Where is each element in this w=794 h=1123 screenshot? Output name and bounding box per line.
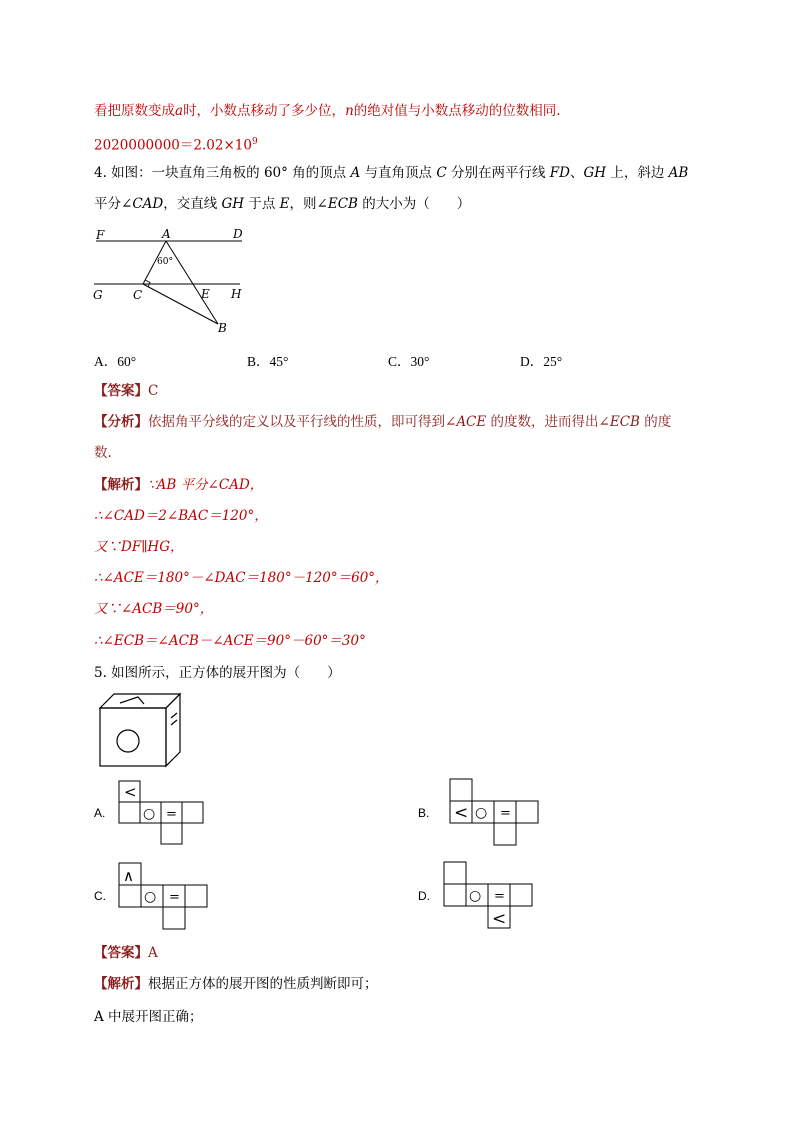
- q4-solution-line-6: ∴∠ECB＝∠ACB－∠ACE＝90°－60°＝30°: [94, 633, 366, 649]
- intro-line: [94, 101, 561, 121]
- net-b-circle: ○: [475, 805, 488, 821]
- cube-right-face: [166, 694, 180, 766]
- analysis-text: 的度: [639, 414, 672, 430]
- cube-figure: [98, 692, 184, 768]
- intro-text-2: 时，小数点移动了多少位，: [183, 103, 346, 119]
- q4-solution-line-3: 又∵DF∥HG，: [94, 539, 184, 555]
- solution-text: 根据正方体的展开图的性质判断即可；: [148, 976, 378, 992]
- sci-base: 2020000000＝2.02×10: [94, 137, 252, 154]
- label-g: G: [93, 288, 103, 302]
- q4-answer: [94, 381, 158, 401]
- q4-text: ，交直线: [163, 196, 222, 212]
- cube-side-line-1: [171, 713, 177, 718]
- q4-text: 与直角顶点: [360, 165, 437, 181]
- analysis-var: ECB: [609, 414, 640, 430]
- q5-answer: [94, 943, 158, 963]
- net-b-side-symbol: <: [454, 803, 469, 823]
- option-a-label: A.: [94, 806, 106, 820]
- net-a-square: [182, 802, 203, 823]
- q4-text: ，则∠: [289, 196, 328, 212]
- net-b-square: [516, 801, 538, 823]
- answer-label: 【答案】: [94, 945, 148, 961]
- answer-value: C: [148, 383, 159, 399]
- choice-d: D．25°: [520, 354, 563, 369]
- analysis-label: 【分析】: [94, 414, 148, 430]
- option-a-net: [118, 780, 208, 846]
- net-c-circle: ○: [144, 889, 157, 905]
- q4-text: 4. 如图：一块直角三角板的 60° 角的顶点: [94, 165, 351, 181]
- q4-var: A: [350, 165, 361, 181]
- scientific-notation-line: [94, 132, 258, 156]
- net-b-square: [450, 779, 472, 801]
- q4-var: AB: [668, 165, 689, 181]
- solution-text: ∵AB 平分∠CAD，: [148, 477, 264, 493]
- q4-solution-line-5: 又∵∠ACB＝90°，: [94, 601, 214, 617]
- choice-c: C．30°: [388, 354, 430, 369]
- net-c-square: [119, 885, 141, 907]
- q4-analysis-line-2: 数.: [94, 445, 112, 461]
- q4-text: 分别在两平行线: [446, 165, 550, 181]
- q4-line-2: [94, 194, 470, 214]
- q4-var: GH: [583, 165, 607, 181]
- cube-circle-symbol: [117, 730, 139, 752]
- net-a-square: [161, 823, 182, 844]
- label-h: H: [231, 287, 242, 301]
- label-d: D: [233, 227, 243, 241]
- net-b-square: [494, 823, 516, 845]
- net-d-square: [444, 862, 466, 884]
- cube-side-line-2: [171, 720, 177, 725]
- net-b-equals: =: [500, 806, 511, 821]
- net-a-circle: ○: [143, 806, 156, 822]
- solution-label: 【解析】: [94, 976, 148, 992]
- q4-geometry-figure: [90, 224, 260, 339]
- choice-a: A．60°: [94, 354, 137, 369]
- label-b: B: [218, 321, 227, 335]
- label-a: A: [162, 227, 171, 241]
- sci-exponent: 9: [251, 137, 258, 147]
- q4-var: ECB: [327, 196, 358, 212]
- q4-text: 于点: [244, 196, 280, 212]
- net-d-equals: =: [494, 889, 505, 904]
- label-60-degrees: 60°: [157, 257, 173, 267]
- intro-var-n: n: [345, 103, 354, 119]
- cube-front-face: [100, 708, 166, 766]
- net-c-top-symbol: ∧: [123, 867, 134, 885]
- q4-solution-line-4: ∴∠ACE＝180°－∠DAC＝180°－120°＝60°，: [94, 570, 389, 586]
- choice-b: B．45°: [247, 354, 289, 369]
- net-d-circle: ○: [469, 888, 482, 904]
- answer-value: A: [148, 945, 158, 961]
- analysis-text: 的度数，进而得出∠: [486, 414, 610, 430]
- q4-analysis-line-1: [94, 412, 671, 432]
- q4-text: 、: [569, 165, 584, 181]
- q4-text: 平分∠: [94, 196, 133, 212]
- option-b-net: [449, 778, 544, 846]
- option-d-net: [443, 861, 538, 931]
- q4-solution-line-2: ∴∠CAD＝2∠BAC＝120°，: [94, 508, 268, 524]
- option-b-label: B.: [418, 806, 430, 820]
- option-c-net: [118, 862, 210, 930]
- net-a-top-symbol: <: [124, 783, 137, 801]
- net-a-equals: =: [166, 807, 177, 822]
- q4-var: CAD: [132, 196, 164, 212]
- analysis-text: 依据角平分线的定义以及平行线的性质，即可得到∠: [148, 414, 457, 430]
- net-c-equals: =: [169, 890, 180, 905]
- q4-text: 上，斜边: [606, 165, 669, 181]
- intro-text-3: 的绝对值与小数点移动的位数相同.: [353, 103, 561, 119]
- q4-line-1: [94, 163, 688, 183]
- net-c-square: [163, 907, 185, 929]
- option-c-label: C.: [94, 889, 106, 903]
- label-c: C: [133, 288, 143, 302]
- label-f: F: [96, 228, 105, 242]
- intro-text-1: 看把原数变成: [94, 103, 175, 119]
- cube-top-symbol: [120, 697, 144, 704]
- net-a-square: [119, 802, 140, 823]
- answer-label: 【答案】: [94, 383, 148, 399]
- net-d-bottom-symbol: <: [492, 909, 507, 929]
- segment-ab: [166, 241, 218, 324]
- net-d-square: [444, 884, 466, 906]
- net-d-square: [510, 884, 532, 906]
- solution-label: 【解析】: [94, 477, 148, 493]
- q4-var: E: [279, 196, 290, 212]
- q4-var: FD: [549, 165, 570, 181]
- q4-solution-line-1: [94, 475, 263, 495]
- q5-question: 5. 如图所示，正方体的展开图为（ ）: [94, 665, 341, 681]
- q4-var: GH: [221, 196, 245, 212]
- q4-var: C: [436, 165, 447, 181]
- q5-final-line: A 中展开图正确；: [94, 1009, 203, 1025]
- analysis-var: ACE: [456, 414, 487, 430]
- label-e: E: [201, 287, 210, 301]
- net-c-square: [185, 885, 207, 907]
- q4-text: 的大小为（ ）: [357, 196, 471, 212]
- intro-var-a: a: [175, 103, 184, 119]
- q5-solution: [94, 974, 378, 994]
- option-d-label: D.: [418, 889, 430, 903]
